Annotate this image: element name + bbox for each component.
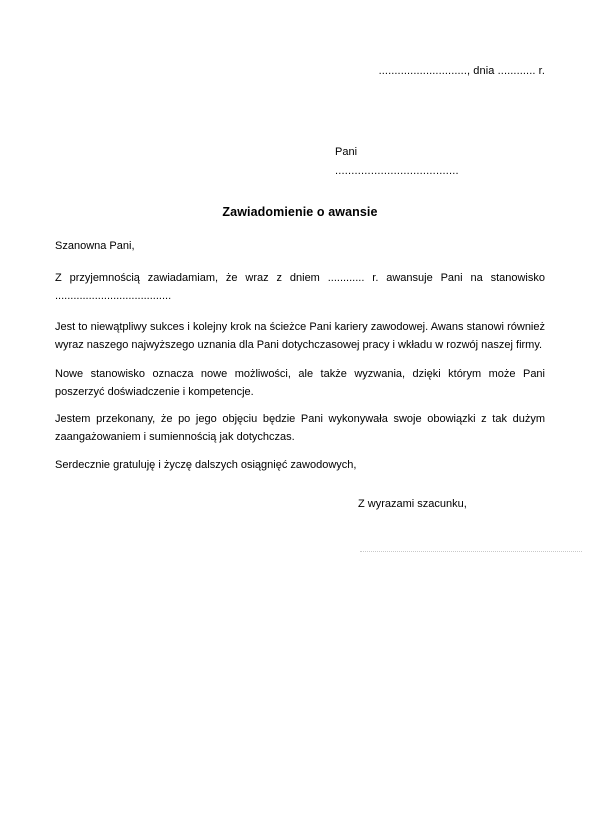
signature-line: [360, 541, 582, 552]
addressee-label: Pani: [335, 146, 358, 158]
page-title: Zawiadomienie o awansie: [222, 205, 378, 219]
document-content: [55, 0, 545, 825]
closing-salutation: Z wyrazami szacunku,: [358, 498, 467, 510]
date-place-line: ............................, dnia ............ r.: [378, 65, 545, 77]
body-paragraph-3: Nowe stanowisko oznacza nowe możliwości, ale także wyzwania, dzięki którym może Pani poszerzyć doświadczenie i kompetencje.: [55, 368, 545, 398]
addressee-block: [335, 143, 565, 181]
addressee-name-placeholder: ......................................: [335, 165, 459, 177]
body-paragraph-5: Serdecznie gratuluję i życzę dalszych osiągnięć zawodowych,: [55, 459, 357, 471]
body-paragraph-2: Jest to niewątpliwy sukces i kolejny krok na ścieżce Pani kariery zawodowej. Awans stanowi również wyraz naszego najwyższego uznania dla Pani dotychczasowej pracy i wkładu w rozwój naszej firmy.: [55, 321, 545, 351]
salutation: Szanowna Pani,: [55, 240, 135, 252]
body-paragraph-1: Z przyjemnością zawiadamiam, że wraz z dniem ............ r. awansuje Pani na stanowisko ......................................: [55, 272, 545, 302]
body-paragraph-4: Jestem przekonany, że po jego objęciu będzie Pani wykonywała swoje obowiązki z tak dużym zaangażowaniem i sumiennością jak dotychczas.: [55, 413, 545, 443]
